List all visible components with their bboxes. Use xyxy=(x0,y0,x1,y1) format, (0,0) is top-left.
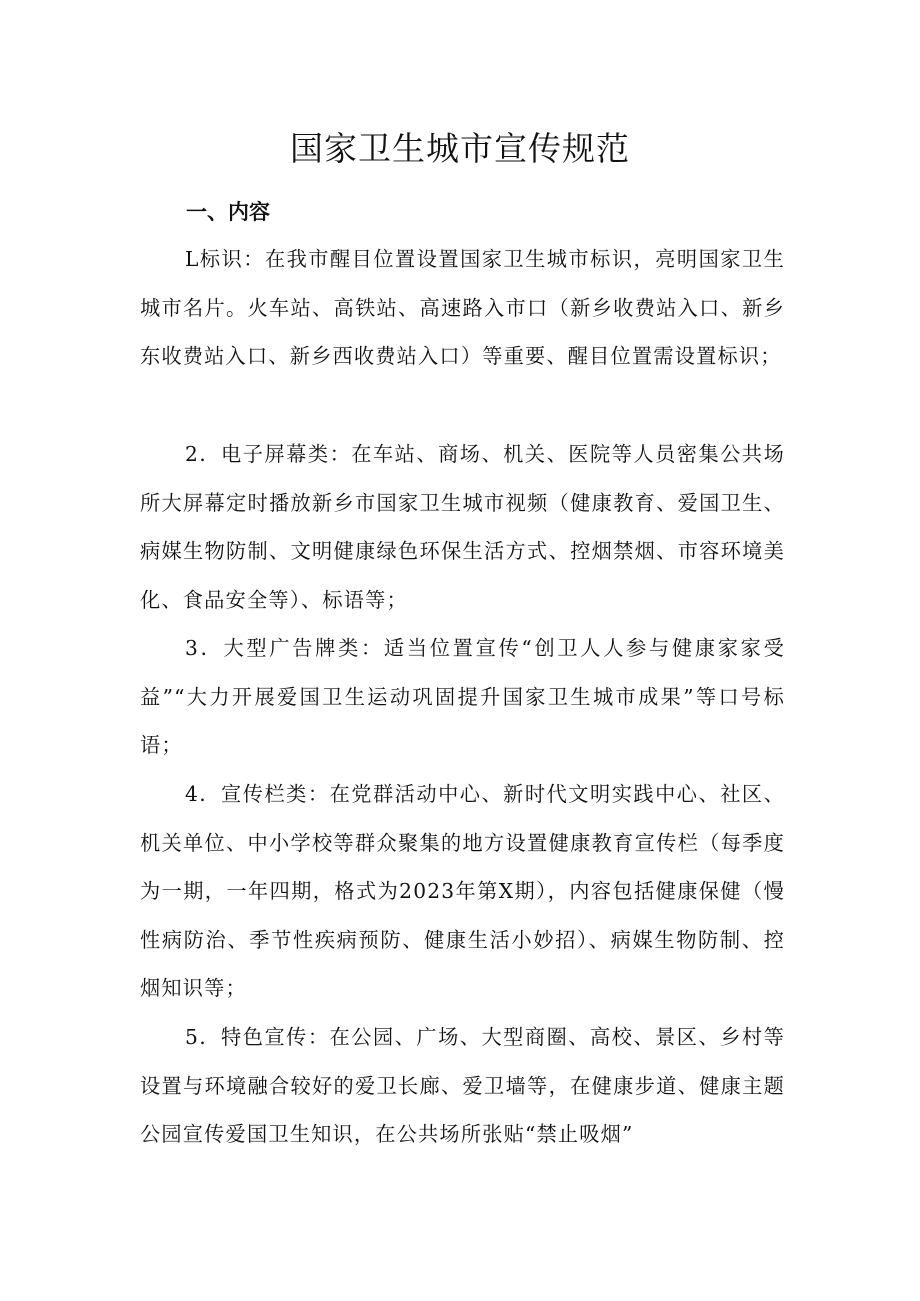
paragraph-electronic-screens: 2．电子屏幕类：在车站、商场、机关、医院等人员密集公共场所大屏幕定时播放新乡市国家卫生城市视频（健康教育、爱国卫生、病媒生物防制、文明健康绿色环保生活方式、控烟禁烟、市容环境美化、食品安全等）、标语等； xyxy=(140,442,785,612)
paragraph-signage: L标识：在我市醒目位置设置国家卫生城市标识，亮明国家卫生城市名片。火车站、高铁站、高速路入市口（新乡收费站入口、新乡东收费站入口、新乡西收费站入口）等重要、醒目位置需设置标识； xyxy=(140,247,785,369)
paragraph-bulletin-boards: 4．宣传栏类：在党群活动中心、新时代文明实践中心、社区、机关单位、中小学校等群众聚集的地方设置健康教育宣传栏（每季度为一期，一年四期，格式为2023年第X期），内容包括健康保健（慢性病防治、季节性疾病预防、健康生活小妙招）、病媒生物防制、控烟知识等； xyxy=(140,782,785,1001)
paragraph-billboards: 3．大型广告牌类：适当位置宣传“创卫人人参与健康家家受益”“大力开展爱国卫生运动巩固提升国家卫生城市成果”等口号标语； xyxy=(140,636,785,758)
section-heading: 一、内容 xyxy=(186,200,270,224)
paragraph-featured-publicity: 5．特色宣传：在公园、广场、大型商圈、高校、景区、乡村等设置与环境融合较好的爱卫长廊、爱卫墙等，在健康步道、健康主题公园宣传爱国卫生知识，在公共场所张贴“禁止吸烟” xyxy=(140,1025,785,1147)
document-title: 国家卫生城市宣传规范 xyxy=(290,129,630,168)
